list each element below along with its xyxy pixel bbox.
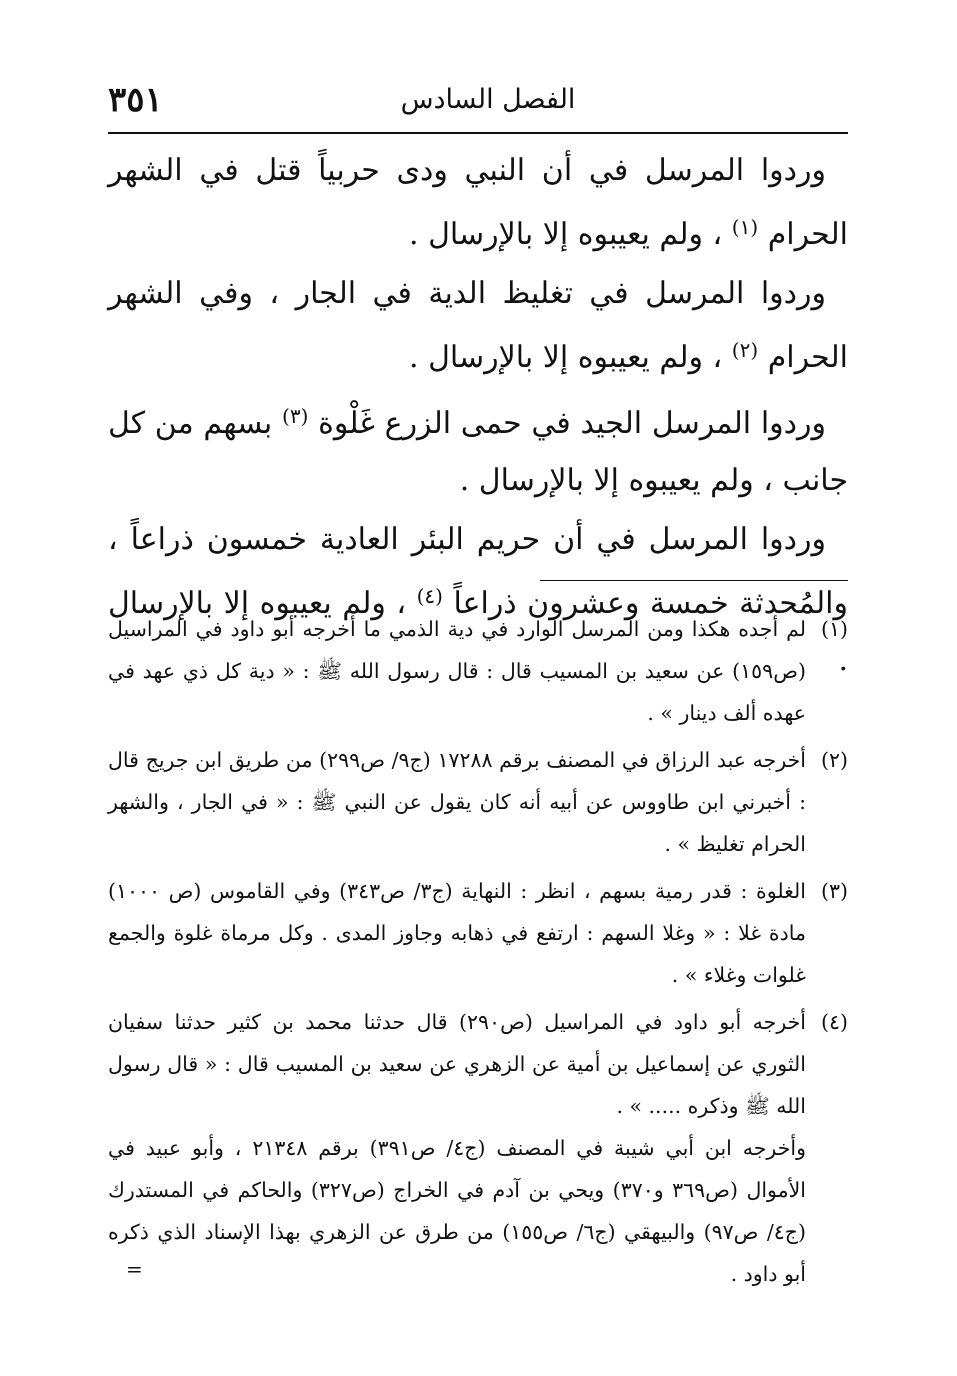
footnote-number: (١) <box>820 617 848 641</box>
continuation-mark: = <box>126 1257 143 1281</box>
paragraph-text: ، ولم يعيبوه إلا بالإرسال . <box>409 217 732 252</box>
paragraph-text: ، ولم يعيبوه إلا بالإرسال . <box>108 586 848 678</box>
page-number: ٣٥١ <box>108 80 163 120</box>
footnote-reference[interactable]: (٤) <box>416 584 443 608</box>
footnote-continuation: وأخرجه ابن أبي شيبة في المصنف (ج٤/ ص٣٩١) برقم ٢١٣٤٨ ، وأبو عبيد في الأموال (ص٣٦٩ و٣٧٠) ويحي بن آدم في الخراج (ص٣٢٧) والحاكم في المستدرك (ج٤/ ص٩٧) والبيهقي (ج٦/ ص١٥٥) من طرق عن الزهري بهذا الإسناد الذي ذكره أبو داود . <box>108 1136 807 1286</box>
footnote-reference[interactable]: (١) <box>731 215 759 239</box>
footnote-reference[interactable]: (٣) <box>282 404 309 428</box>
paragraph-text: وردوا المرسل في أن حريم البئر العادية خمسون ذراعاً ، والمُحدثة خمسة وعشرون ذراعاً <box>108 522 848 621</box>
footnote <box>108 608 848 734</box>
running-title: الفصل السادس <box>400 84 576 115</box>
footnote <box>108 1001 848 1127</box>
main-paragraph <box>108 388 848 509</box>
main-paragraph <box>108 142 848 263</box>
footnote-number: (٤) <box>820 1010 848 1034</box>
paragraph-text: ، ولم يعيبوه إلا بالإرسال . <box>409 340 732 375</box>
paragraph-text: وردوا المرسل في أن النبي ودى حربياً قتل في الشهر الحرام <box>108 153 848 252</box>
footnote-separator <box>540 580 848 581</box>
footnote-text: أخرجه عبد الرزاق في المصنف برقم ١٧٢٨٨ (ج٩/ ص٢٩٩) من طريق ابن جريج قال : أخبرني ابن طاووس عن أبيه أنه كان يقول عن النبي ﷺ : « في الجار ، والشهر الحرام تغليظ » . <box>108 748 806 856</box>
page-header <box>108 80 848 130</box>
paragraph-text: وردوا المرسل الجيد في حمى الزرع غَلْوة <box>308 406 826 441</box>
footnote-text: أخرجه أبو داود في المراسيل (ص٢٩٠) قال حدثنا محمد بن كثير حدثنا سفيان الثوري عن إسماعيل بن أمية عن الزهري عن سعيد بن المسيب قال : « قال رسول الله ﷺ وذكره ..... » . <box>108 1010 807 1118</box>
footnote-text: الغلوة : قدر رمية بسهم ، انظر : النهاية (ج٣/ ص٣٤٣) وفي القاموس (ص ١٠٠٠) مادة غلا : « وغلا السهم : ارتفع في ذهابه وجاوز المدى . وكل مرماة غلوة والجمع غلوات وغلاء » . <box>108 879 806 987</box>
book-page <box>108 80 848 1370</box>
main-text <box>108 142 848 689</box>
paragraph-text: بسهم من كل جانب ، ولم يعيبوه إلا بالإرسال . <box>108 406 848 498</box>
footnote-reference[interactable]: (٢) <box>731 338 759 362</box>
header-rule <box>108 132 848 134</box>
paragraph-text: وردوا المرسل في تغليظ الدية في الجار ، وفي الشهر الحرام <box>108 276 848 375</box>
main-paragraph <box>108 265 848 386</box>
footnote-number: (٣) <box>820 879 848 903</box>
footnote <box>108 739 848 865</box>
footnote-text: لم أجده هكذا ومن المرسل الوارد في دية الذمي ما أخرجه أبو داود في المراسيل (ص١٥٩) عن سعيد بن المسيب قال : قال رسول الله ﷺ : « دية كل ذي عهد في عهده ألف دينار » . <box>108 617 806 725</box>
footnote <box>108 870 848 996</box>
footnote-number: (٢) <box>820 748 848 772</box>
footnotes <box>108 608 848 1295</box>
